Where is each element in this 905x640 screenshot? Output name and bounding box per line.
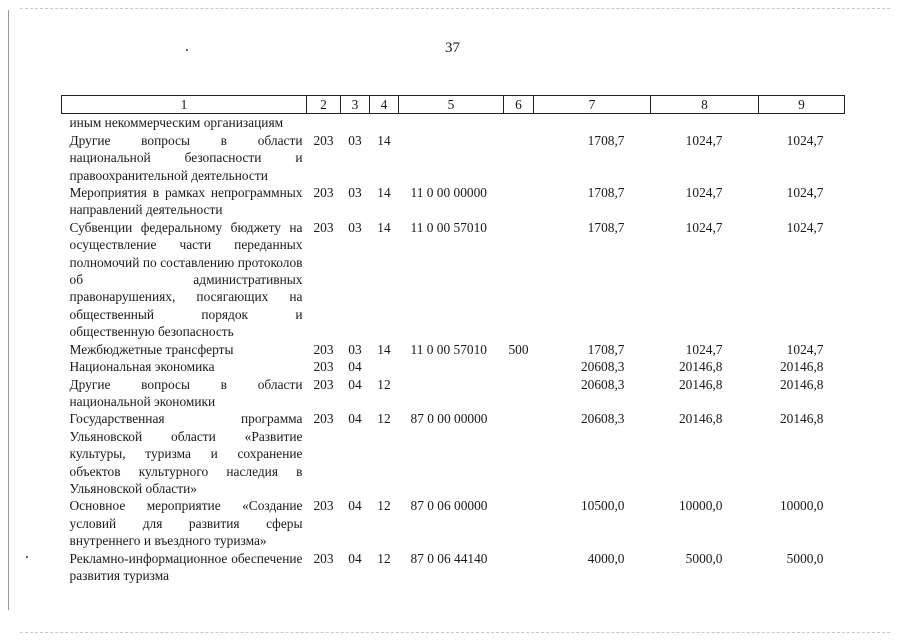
cell-amount-col8 (651, 114, 759, 132)
cell-amount-col7 (534, 114, 651, 132)
cell-amount-col7: 1708,7 (587, 219, 625, 235)
cell-amount-col8: 20146,8 (678, 411, 723, 427)
cell-code-expense-type: 500 (508, 341, 529, 357)
cell-code-target (399, 132, 504, 184)
row-name: Другие вопросы в области национальной безопасности и правоохранительной деятельности (69, 132, 303, 183)
cell-code-target: 11 0 00 00000 (410, 185, 487, 201)
budget-table (61, 95, 845, 584)
cell-code-target: 87 0 06 00000 (410, 498, 488, 514)
cell-code-target: 87 0 06 44140 (410, 550, 488, 566)
table-row (62, 376, 845, 411)
column-header: 2 (307, 96, 341, 114)
column-header: 3 (341, 96, 370, 114)
cell-code-section: 04 (348, 359, 362, 375)
cell-amount-col9: 20146,8 (779, 411, 824, 427)
table-row (62, 410, 845, 497)
row-name: Субвенции федеральному бюджету на осуществление части переданных полномочий по составлению протоколов об административных правонарушениях, посягающих на общественный порядок и общественную безопасность (69, 219, 303, 340)
column-header: 1 (62, 96, 307, 114)
row-name: Мероприятия в рамках непрограммных направлений деятельности (69, 185, 303, 218)
cell-code-ministry: 203 (313, 132, 334, 148)
table-row (62, 550, 845, 585)
cell-code-subsection (370, 114, 399, 132)
cell-amount-col9: 10000,0 (779, 498, 824, 514)
cell-code-section: 04 (348, 411, 362, 427)
scan-bottom-edge (20, 632, 890, 633)
cell-amount-col8: 1024,7 (685, 341, 723, 357)
cell-code-ministry: 203 (313, 185, 334, 201)
cell-code-subsection: 12 (377, 498, 391, 514)
cell-amount-col7: 1708,7 (587, 341, 625, 357)
cell-code-ministry: 203 (313, 359, 334, 375)
cell-code-subsection: 14 (377, 341, 391, 357)
cell-code-subsection: 14 (377, 132, 391, 148)
cell-code-section: 03 (348, 132, 362, 148)
row-name: Государственная программа Ульяновской области «Развитие культуры, туризма и сохранение объектов культурного наследия в Ульяновской области» (69, 411, 303, 496)
cell-code-section: 03 (348, 219, 362, 235)
cell-code-target (399, 114, 504, 132)
cell-code-ministry (307, 114, 341, 132)
cell-amount-col9: 20146,8 (779, 376, 824, 392)
cell-amount-col9: 1024,7 (786, 132, 824, 148)
cell-code-section: 04 (348, 550, 362, 566)
cell-code-ministry: 203 (313, 341, 334, 357)
cell-amount-col7: 4000,0 (587, 550, 625, 566)
cell-amount-col8: 1024,7 (685, 185, 723, 201)
row-name: иным некоммерческим организациям (69, 115, 284, 131)
row-name: Другие вопросы в области национальной экономики (69, 376, 303, 409)
cell-amount-col9: 20146,8 (779, 359, 824, 375)
cell-code-section: 03 (348, 185, 362, 201)
cell-amount-col7: 20608,3 (580, 376, 625, 392)
cell-amount-col7: 10500,0 (580, 498, 625, 514)
row-name: Межбюджетные трансферты (69, 341, 234, 357)
cell-code-subsection: 14 (377, 219, 391, 235)
page-number: 37 (445, 40, 460, 56)
table-row (62, 497, 845, 549)
row-name: Рекламно-информационное обеспечение развития туризма (69, 550, 303, 583)
table-row (62, 184, 845, 219)
table-row (62, 219, 845, 341)
cell-code-expense-type (504, 410, 534, 497)
table-body (62, 114, 845, 584)
cell-code-section: 04 (348, 376, 362, 392)
cell-amount-col8: 20146,8 (678, 359, 723, 375)
cell-amount-col9: 1024,7 (786, 185, 824, 201)
scan-top-edge (20, 8, 890, 9)
cell-amount-col9: 1024,7 (786, 219, 824, 235)
cell-amount-col9 (759, 114, 845, 132)
cell-code-subsection: 12 (377, 411, 391, 427)
cell-amount-col7: 1708,7 (587, 185, 625, 201)
cell-code-subsection: 12 (377, 376, 391, 392)
table-row (62, 341, 845, 358)
cell-code-ministry: 203 (313, 550, 334, 566)
cell-code-target (399, 358, 504, 375)
cell-amount-col9: 5000,0 (786, 550, 824, 566)
cell-amount-col8: 10000,0 (678, 498, 723, 514)
column-header: 9 (759, 96, 845, 114)
cell-code-ministry: 203 (313, 376, 334, 392)
cell-amount-col9: 1024,7 (786, 341, 824, 357)
cell-code-expense-type (504, 219, 534, 341)
cell-code-section: 03 (348, 341, 362, 357)
cell-code-expense-type (504, 184, 534, 219)
cell-code-target: 11 0 00 57010 (410, 341, 487, 357)
cell-code-expense-type (504, 114, 534, 132)
cell-amount-col8: 1024,7 (685, 219, 723, 235)
cell-amount-col8: 1024,7 (685, 132, 723, 148)
table-row (62, 114, 845, 132)
column-header: 8 (651, 96, 759, 114)
cell-code-section (341, 114, 370, 132)
column-header: 4 (370, 96, 399, 114)
cell-code-expense-type (504, 132, 534, 184)
table-header-row (62, 96, 845, 114)
cell-amount-col7: 20608,3 (580, 411, 625, 427)
cell-amount-col7: 1708,7 (587, 132, 625, 148)
scan-left-rule (8, 10, 9, 610)
cell-code-section: 04 (348, 498, 362, 514)
cell-code-subsection: 14 (377, 185, 391, 201)
column-header: 7 (534, 96, 651, 114)
cell-code-ministry: 203 (313, 219, 334, 235)
cell-amount-col7: 20608,3 (580, 359, 625, 375)
cell-code-subsection: 12 (377, 550, 391, 566)
cell-code-expense-type (504, 497, 534, 549)
cell-code-target: 87 0 00 00000 (410, 411, 488, 427)
table-row (62, 132, 845, 184)
scan-speck (26, 556, 28, 558)
cell-code-subsection (370, 358, 399, 375)
table-row (62, 358, 845, 375)
cell-code-ministry: 203 (313, 498, 334, 514)
row-name: Основное мероприятие «Создание условий для развития сферы внутреннего и въездного туризма» (69, 498, 303, 549)
row-name: Национальная экономика (69, 359, 215, 375)
column-header: 6 (504, 96, 534, 114)
column-header: 5 (399, 96, 504, 114)
cell-code-expense-type (504, 550, 534, 585)
cell-code-target: 11 0 00 57010 (410, 219, 487, 235)
cell-code-target (399, 376, 504, 411)
cell-code-expense-type (504, 376, 534, 411)
cell-code-expense-type (504, 358, 534, 375)
cell-amount-col8: 20146,8 (678, 376, 723, 392)
cell-code-ministry: 203 (313, 411, 334, 427)
cell-amount-col8: 5000,0 (685, 550, 723, 566)
